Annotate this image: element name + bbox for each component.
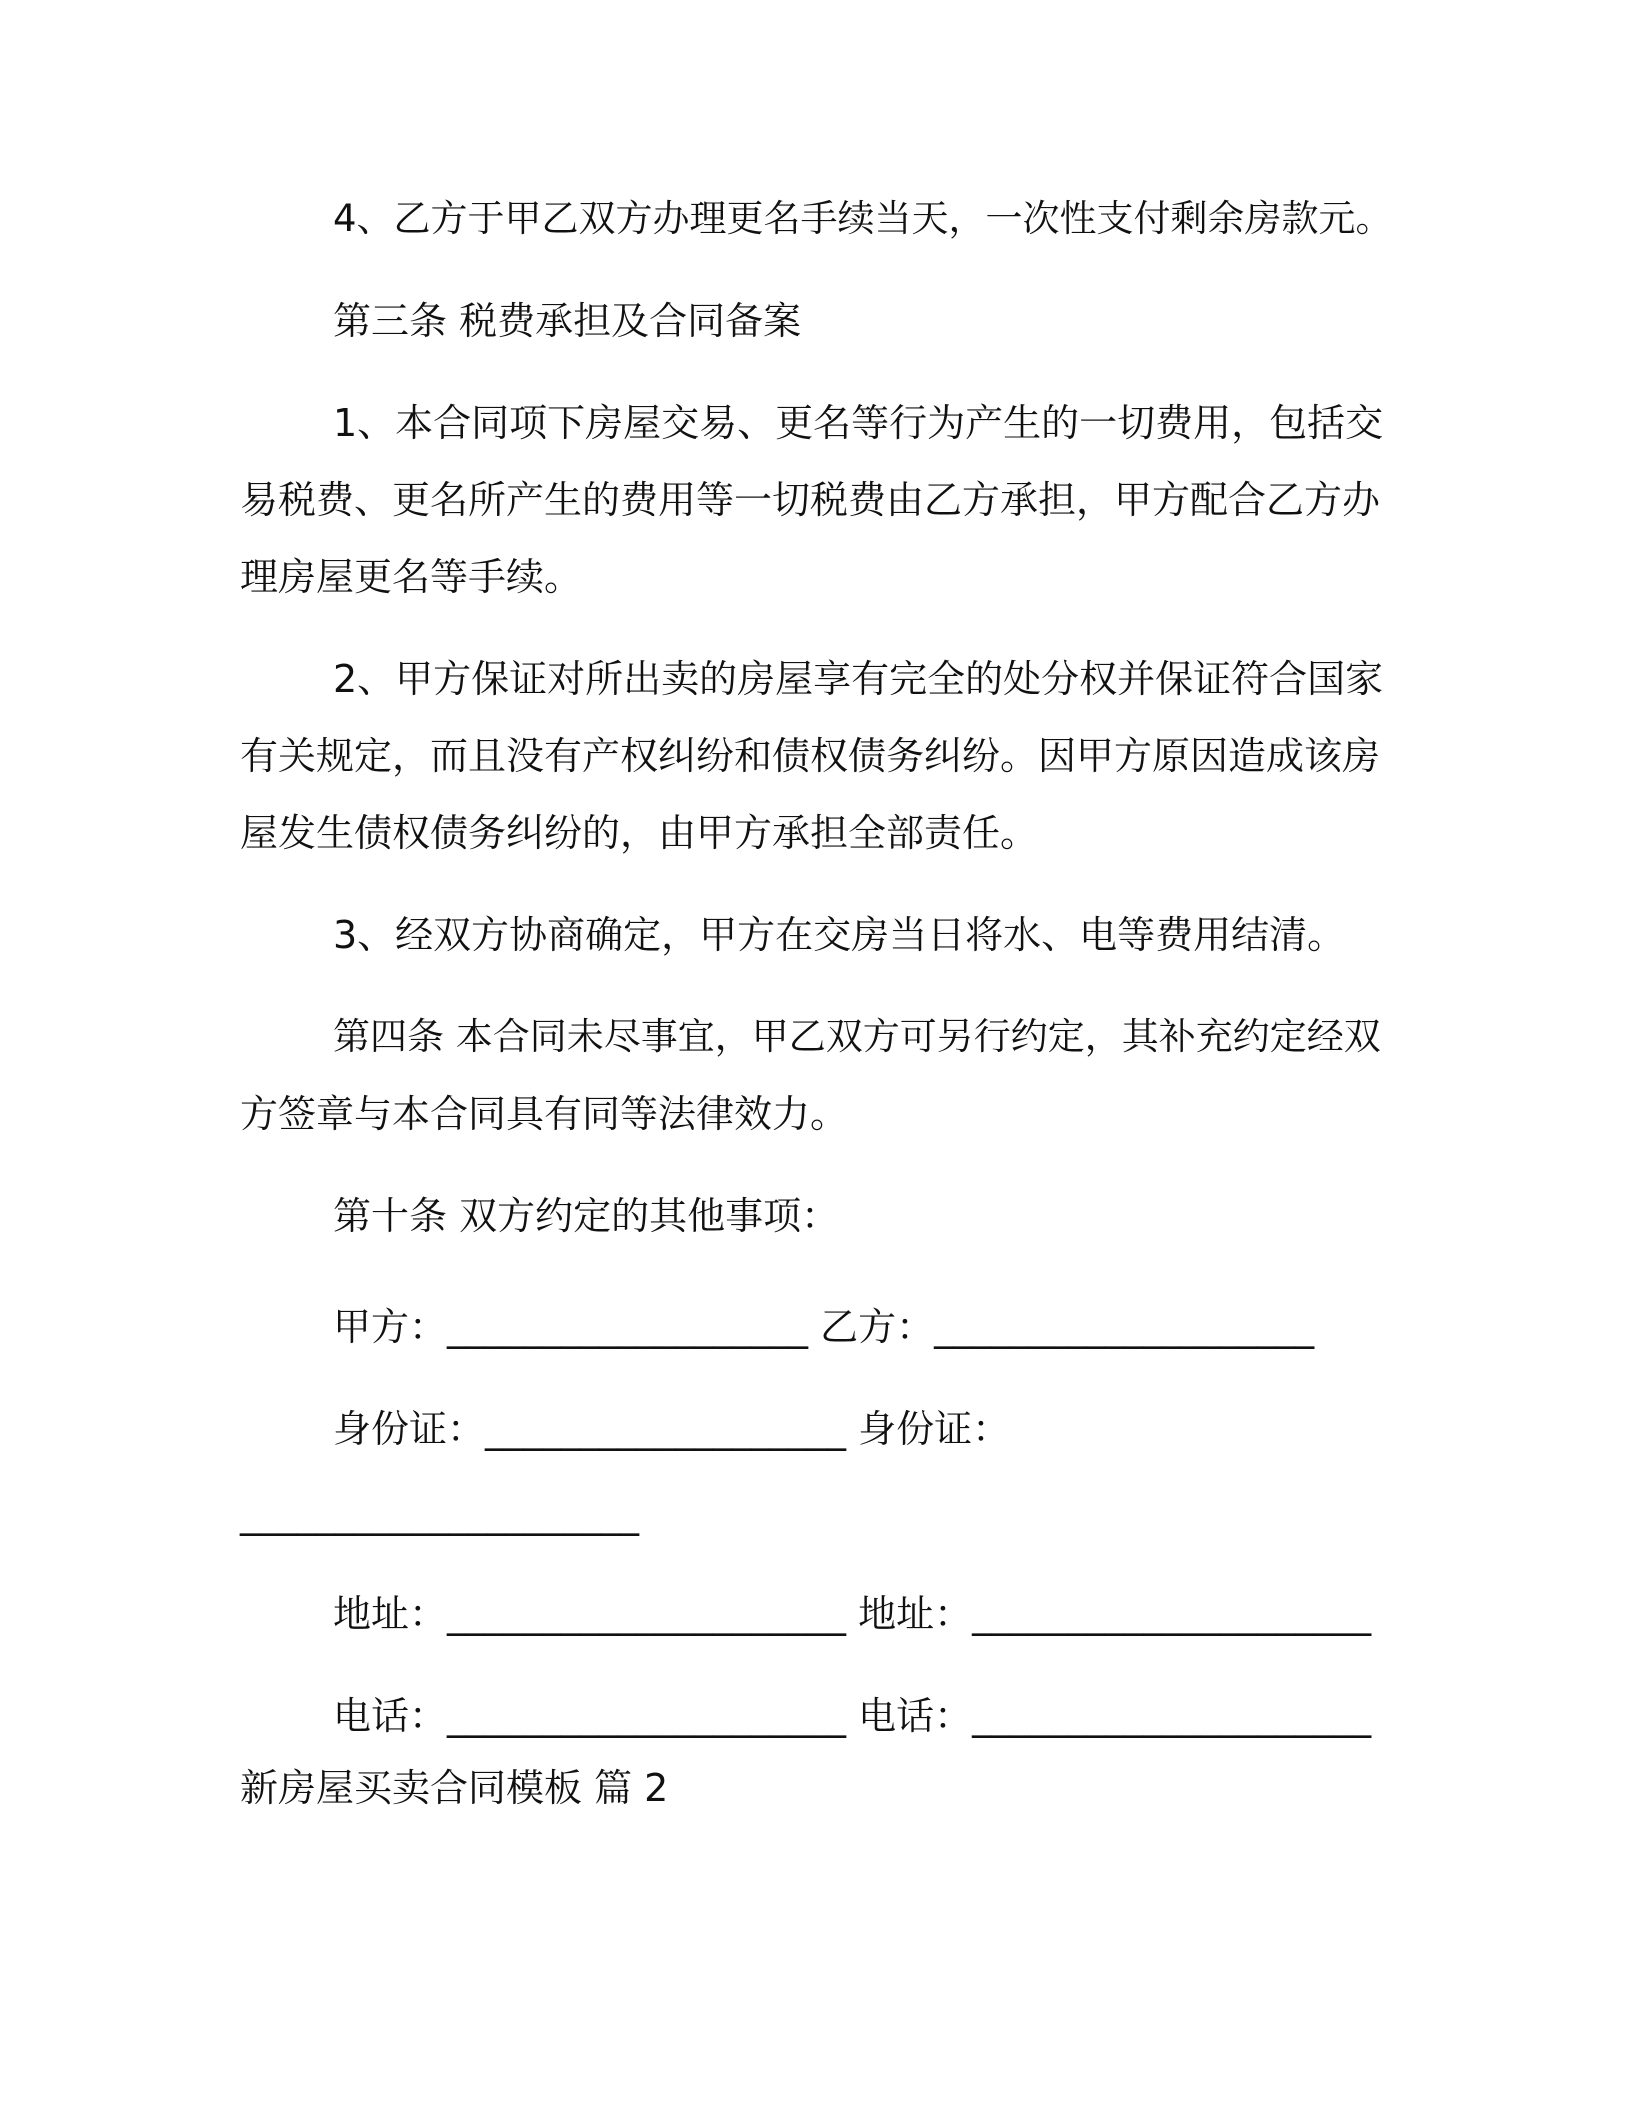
phone-line: 电话：_____________________ 电话：_____________________	[333, 1694, 1372, 1738]
id-card-line-continued: _____________________	[240, 1492, 639, 1536]
address-line: 地址：_____________________ 地址：_____________________	[333, 1592, 1372, 1636]
party-signature-line: 甲方：___________________ 乙方：____________________	[333, 1305, 1315, 1349]
article-3-item1-line3: 理房屋更名等手续。	[240, 555, 583, 599]
clause-3-4: 4、乙方于甲乙双方办理更名手续当天，一次性支付剩余房款元。	[333, 197, 1393, 240]
article-10: 第十条 双方约定的其他事项：	[333, 1194, 840, 1238]
next-section-title: 新房屋买卖合同模板 篇 2	[240, 1766, 669, 1810]
article-3-item3: 3、经双方协商确定，甲方在交房当日将水、电等费用结清。	[333, 913, 1346, 957]
article-3-item2-line1: 2、甲方保证对所出卖的房屋享有完全的处分权并保证符合国家	[333, 657, 1384, 701]
article-3-item2-line3: 屋发生债权债务纠纷的，由甲方承担全部责任。	[240, 811, 1039, 855]
article-3-title: 第三条 税费承担及合同备案	[333, 299, 802, 343]
article-4-line1: 第四条 本合同未尽事宜，甲乙双方可另行约定，其补充约定经双	[333, 1015, 1381, 1058]
id-card-line: 身份证：___________________ 身份证：	[333, 1407, 1011, 1451]
article-3-item1-line2: 易税费、更名所产生的费用等一切税费由乙方承担，甲方配合乙方办	[240, 478, 1381, 522]
article-3-item2-line2: 有关规定，而且没有产权纠纷和债权债务纠纷。因甲方原因造成该房	[240, 734, 1381, 778]
article-3-item1-line1: 1、本合同项下房屋交易、更名等行为产生的一切费用，包括交	[333, 401, 1384, 445]
article-4-line2: 方签章与本合同具有同等法律效力。	[240, 1092, 849, 1136]
